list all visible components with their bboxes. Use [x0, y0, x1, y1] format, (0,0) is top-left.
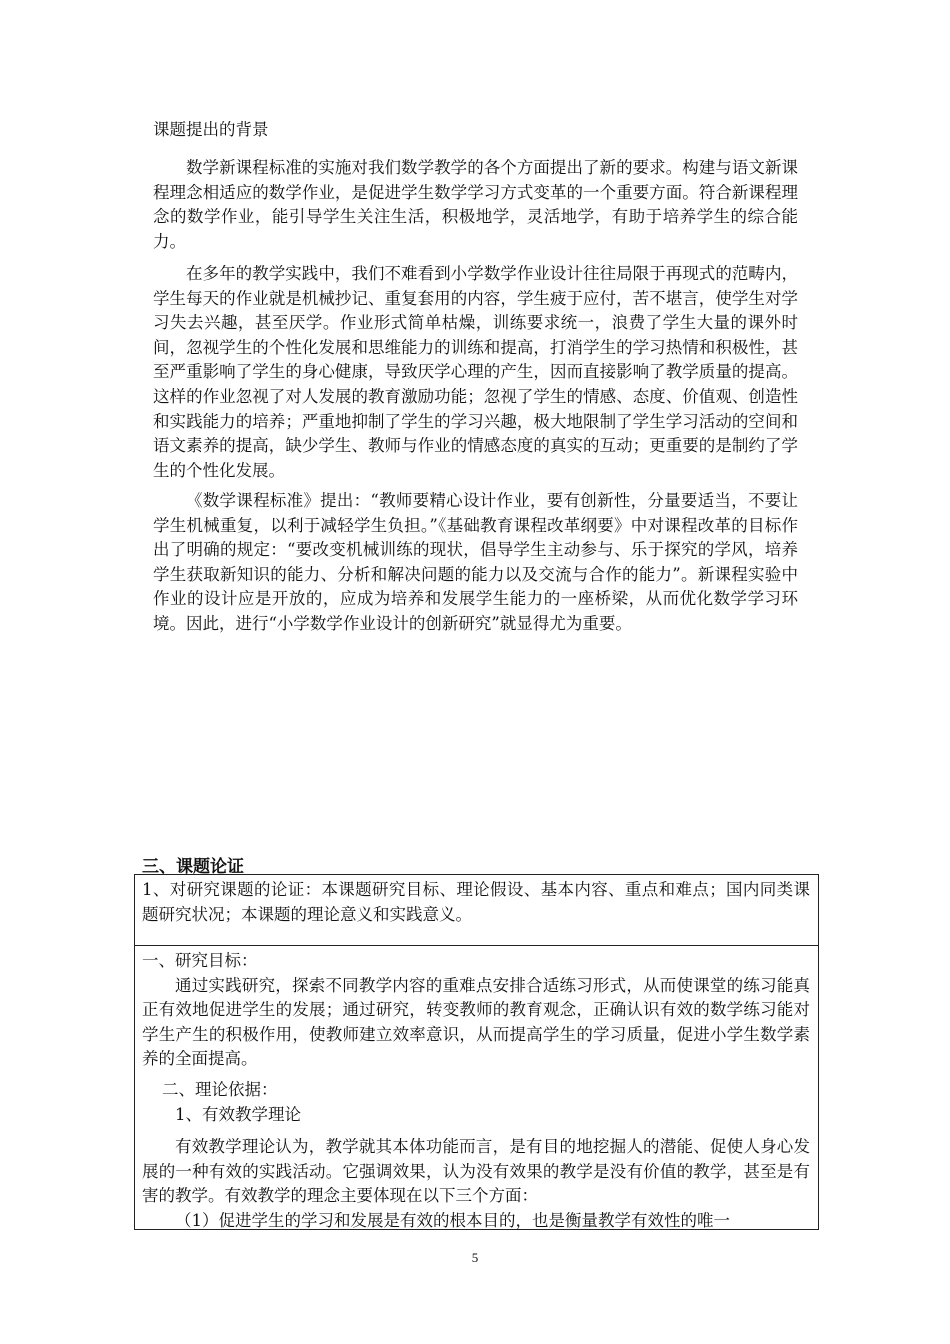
background-title: 课题提出的背景 [153, 120, 269, 139]
theory-title: 二、理论依据： [162, 1079, 278, 1099]
table-prompt-cell [142, 878, 810, 927]
table-row-divider [134, 945, 819, 946]
goal-text: 通过实践研究，探索不同教学内容的重难点安排合适练习形式，从而使课堂的练习能真正有效地促进学生的发展；通过研究，转变教师的教育观念，正确认识有效的数学练习能对学生产生的积极作用，使教师建立效率意识，从而提高学生的学习质量，促进小学生数学素养的全面提高。 [142, 975, 810, 1069]
goal-title: 一、研究目标： [142, 951, 258, 970]
theory-text: 有效教学理论认为，教学就其本体功能而言，是有目的地挖掘人的潜能、促使人身心发展的一种有效的实践活动。它强调效果，认为没有效果的教学是没有价值的教学，甚至是有害的教学。有效教学的理念主要体现在以下三个方面： [142, 1137, 810, 1206]
section-heading: 三、课题论证 [142, 857, 244, 877]
point-1-text: （1）促进学生的学习和发展是有效的根本目的，也是衡量教学有效性的唯一 [175, 1210, 730, 1230]
table-content-cell [142, 949, 810, 1234]
page-number: 5 [471, 1250, 479, 1265]
table-prompt-text: 1、对研究课题的论证：本课题研究目标、理论假设、基本内容、重点和难点；国内同类课题研究状况；本课题的理论意义和实践意义。 [142, 880, 810, 924]
background-paragraph-1: 数学新课程标准的实施对我们数学教学的各个方面提出了新的要求。构建与语文新课程理念相适应的数学作业，是促进学生数学学习方式变革的一个重要方面。符合新课程理念的数学作业，能引导学生关注生活，积极地学，灵活地学，有助于培养学生的综合能力。 [153, 158, 798, 251]
background-paragraph-3: 《数学课程标准》提出：“教师要精心设计作业，要有创新性，分量要适当，不要让学生机械重复，以利于减轻学生负担。”《基础教育课程改革纲要》中对课程改革的目标作出了明确的规定：“要改变机械训练的现状，倡导学生主动参与、乐于探究的学风，培养学生获取新知识的能力、分析和解决问题的能力以及交流与合作的能力”。新课程实验中作业的设计应是开放的，应成为培养和发展学生能力的一座桥梁，从而优化数学学习环境。因此，进行“小学数学作业设计的创新研究”就显得尤为重要。 [153, 491, 798, 633]
theory-subtitle: 1、有效教学理论 [175, 1104, 301, 1124]
background-paragraph-2: 在多年的教学实践中，我们不难看到小学数学作业设计往往局限于再现式的范畴内，学生每天的作业就是机械抄记、重复套用的内容，学生疲于应付，苦不堪言，使学生对学习失去兴趣，甚至厌学。作业形式简单枯燥，训练要求统一，浪费了学生大量的课外时间，忽视学生的个性化发展和思维能力的训练和提高，打消学生的学习热情和积极性，甚至严重影响了学生的身心健康，导致厌学心理的产生，因而直接影响了教学质量的提高。这样的作业忽视了对人发展的教育激励功能；忽视了学生的情感、态度、价值观、创造性和实践能力的培养；严重地抑制了学生的学习兴趣，极大地限制了学生学习活动的空间和语文素养的提高，缺少学生、教师与作业的情感态度的真实的互动；更重要的是制约了学生的个性化发展。 [153, 264, 798, 480]
